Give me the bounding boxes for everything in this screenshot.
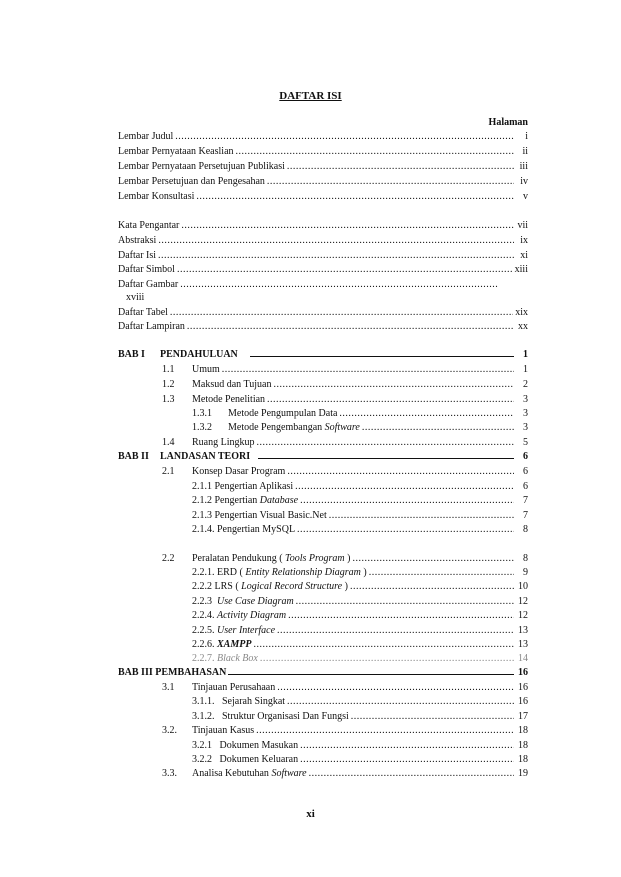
toc-entry[interactable]: Lembar Pernyataan Persetujuan Publikasi ..... iii [118, 160, 528, 174]
toc-entry[interactable]: 2.1.1 Pengertian Aplikasi ..... 6 [192, 480, 528, 494]
toc-entry[interactable]: 2.1.4. Pengertian MySQL ..... 8 [192, 523, 528, 537]
toc-entry[interactable]: 2.1 Konsep Dasar Program ..... 6 [162, 465, 528, 479]
toc-entry[interactable]: 2.2.5. User Interface ..... 13 [192, 624, 528, 638]
toc-entry[interactable]: Daftar Isi ..... xi [118, 249, 528, 263]
toc-entry[interactable]: Daftar Lampiran ..... xx [118, 320, 528, 334]
toc-entry[interactable]: Daftar Gambar ..... [118, 278, 512, 292]
toc-entry[interactable]: 1.2 Maksud dan Tujuan ..... 2 [162, 378, 528, 392]
halaman-label: Halaman [488, 117, 528, 128]
toc-entry[interactable]: 1.3.1 Metode Pengumpulan Data ..... 3 [192, 407, 528, 421]
toc-entry[interactable]: 1.4 Ruang Lingkup ..... 5 [162, 436, 528, 450]
toc-entry[interactable]: 2.2.6. XAMPP ..... 13 [192, 638, 528, 652]
toc-entry[interactable]: 2.2.3 Use Case Diagram ..... 12 [192, 595, 528, 609]
toc-entry[interactable]: 3.1 Tinjauan Perusahaan ..... 16 [162, 681, 528, 695]
toc-entry[interactable]: Lembar Konsultasi ..... v [118, 190, 528, 204]
toc-entry[interactable]: Kata Pengantar ..... vii [118, 219, 528, 233]
page-number: xi [306, 808, 315, 820]
page-title: DAFTAR ISI [279, 90, 342, 102]
toc-entry[interactable]: 3.3. Analisa Kebutuhan Software ..... 19 [162, 767, 528, 781]
toc-entry[interactable]: Lembar Judul ..... i [118, 130, 528, 144]
toc-entry[interactable]: 3.2. Tinjauan Kasus ..... 18 [162, 724, 528, 738]
toc-entry[interactable]: Lembar Pernyataan Keaslian ..... ii [118, 145, 528, 159]
toc-entry[interactable]: 2.2 Peralatan Pendukung ( Tools Program ) ..... 8 [162, 552, 528, 566]
toc-entry[interactable]: 3.2.2 Dokumen Keluaran ..... 18 [192, 753, 528, 767]
toc-entry[interactable]: 3.1.2. Struktur Organisasi Dan Fungsi ..... 17 [192, 710, 528, 724]
toc-entry[interactable]: 1.3.2 Metode Pengembangan Software ..... 3 [192, 421, 528, 435]
toc-entry[interactable]: 1.1 Umum ..... 1 [162, 363, 528, 377]
toc-entry[interactable]: Lembar Persetujuan dan Pengesahan ..... iv [118, 175, 528, 189]
chapter-heading[interactable]: BAB II LANDASAN TEORI 6 [118, 451, 528, 462]
toc-entry[interactable]: 1.3 Metode Penelitian ..... 3 [162, 393, 528, 407]
toc-entry[interactable]: Daftar Tabel ..... xix [118, 306, 528, 320]
chapter-heading[interactable]: BAB I PENDAHULUAN 1 [118, 349, 528, 360]
chapter-heading[interactable]: BAB III PEMBAHASAN 16 [118, 667, 528, 678]
daftar-gambar-page: xviii [126, 292, 145, 303]
toc-entry[interactable]: 2.1.3 Pengertian Visual Basic.Net ..... 7 [192, 509, 528, 523]
toc-entry[interactable]: 3.2.1 Dokumen Masukan ..... 18 [192, 739, 528, 753]
toc-entry[interactable]: Daftar Simbol ..... xiii [118, 263, 528, 277]
toc-entry[interactable]: 2.2.1. ERD ( Entity Relationship Diagram ) ..... 9 [192, 566, 528, 580]
toc-entry[interactable]: 2.2.4. Activity Diagram ..... 12 [192, 609, 528, 623]
toc-entry[interactable]: 2.2.2 LRS ( Logical Record Structure ) ..... 10 [192, 580, 528, 594]
toc-entry[interactable]: 2.2.7. Black Box ..... 14 [192, 652, 528, 666]
toc-entry[interactable]: Abstraksi ..... ix [118, 234, 528, 248]
toc-entry[interactable]: 2.1.2 Pengertian Database ..... 7 [192, 494, 528, 508]
toc-entry[interactable]: 3.1.1. Sejarah Singkat ..... 16 [192, 695, 528, 709]
